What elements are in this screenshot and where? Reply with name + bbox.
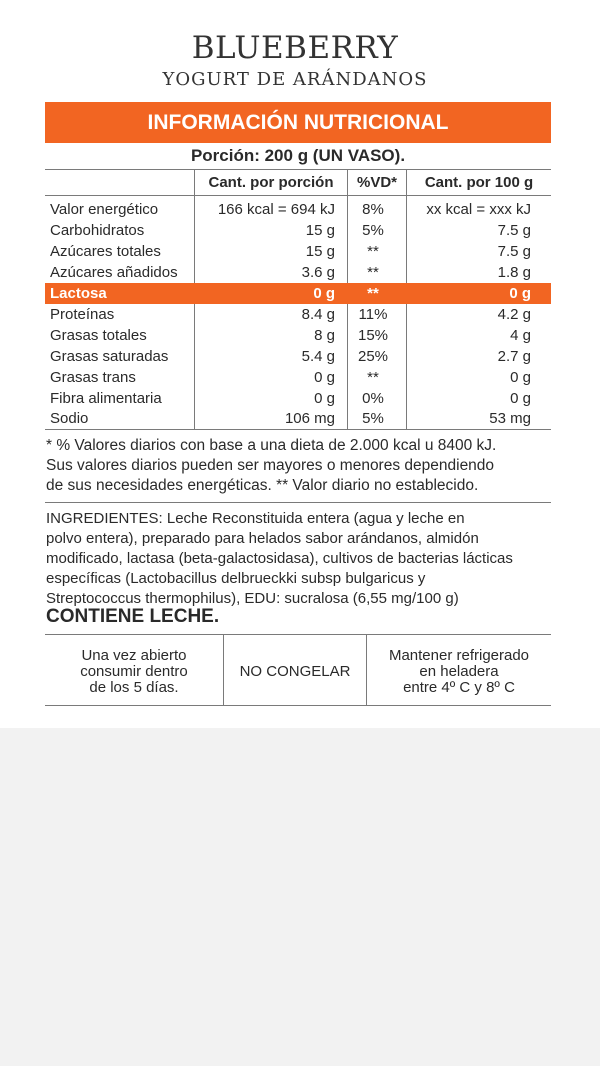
portion-value: 5.4 g xyxy=(301,348,335,365)
nutrient-name: Grasas saturadas xyxy=(50,348,169,365)
table-row xyxy=(45,367,551,388)
vd-value: 5% xyxy=(362,222,384,239)
product-title: BLUEBERRY xyxy=(191,30,399,66)
storage-refrigerate-line: en heladera xyxy=(419,663,499,680)
table-row xyxy=(45,220,551,241)
table-row xyxy=(45,262,551,283)
ingredients xyxy=(46,509,556,609)
per100-value: xx kcal = xxx kJ xyxy=(426,201,531,218)
portion-value: 0 g xyxy=(313,285,335,302)
table-row xyxy=(45,325,551,346)
table-row xyxy=(45,304,551,325)
per100-value: 53 mg xyxy=(489,410,531,427)
nutrient-name: Azúcares totales xyxy=(50,243,161,260)
vd-value: 0% xyxy=(362,390,384,407)
per100-value: 4 g xyxy=(510,327,531,344)
table-row xyxy=(45,241,551,262)
ingredients-line: polvo entera), preparado para helados sabor arándanos, almidón xyxy=(46,530,479,547)
footnote-line: Sus valores diarios pueden ser mayores o menores dependiendo xyxy=(46,457,495,474)
nutrient-name: Lactosa xyxy=(50,285,107,302)
nutrient-name: Valor energético xyxy=(50,201,159,218)
portion-value: 15 g xyxy=(305,222,335,239)
table-row xyxy=(45,388,551,409)
per100-value: 7.5 g xyxy=(497,222,531,239)
vd-value: 8% xyxy=(362,201,384,218)
header-per100: Cant. por 100 g xyxy=(424,174,534,191)
storage-opened-line: de los 5 días. xyxy=(89,679,179,696)
vd-value: ** xyxy=(367,369,379,386)
per100-value: 0 g xyxy=(510,369,531,386)
table-top-rule xyxy=(45,169,551,170)
storage-refrigerate xyxy=(367,644,551,700)
nutrient-name: Proteínas xyxy=(50,306,115,323)
vd-value: 25% xyxy=(357,348,389,365)
footnote-line: de sus necesidades energéticas. ** Valor diario no establecido. xyxy=(46,477,479,494)
nutrient-name: Grasas trans xyxy=(50,369,136,386)
per100-value: 0 g xyxy=(510,390,531,407)
table-row-highlighted xyxy=(45,283,551,304)
nutrient-name: Fibra alimentaria xyxy=(50,390,162,407)
portion-value: 8 g xyxy=(314,327,335,344)
vd-value: ** xyxy=(367,264,379,281)
section-rule xyxy=(45,502,551,503)
ingredients-line: INGREDIENTES: Leche Reconstituida entera (agua y leche en xyxy=(46,510,465,527)
portion-value: 3.6 g xyxy=(301,264,335,281)
vd-value: 11% xyxy=(358,306,388,323)
ingredients-line: específicas (Lactobacillus delbrueckki subsp bulgaricus y xyxy=(46,570,426,587)
ingredients-line: Streptococcus thermophilus), EDU: sucralosa (6,55 mg/100 g) xyxy=(46,590,459,607)
per100-value: 7.5 g xyxy=(497,243,531,260)
header-vd: %VD* xyxy=(356,174,397,191)
portion-size: Porción: 200 g (UN VASO). xyxy=(190,146,406,165)
table-row xyxy=(45,408,551,429)
portion-value: 0 g xyxy=(314,390,335,407)
nutrient-name: Carbohidratos xyxy=(50,222,145,239)
vd-value: 5% xyxy=(362,410,384,427)
nutrient-name: Grasas totales xyxy=(50,327,147,344)
footnote-line: * % Valores diarios con base a una dieta de 2.000 kcal u 8400 kJ. xyxy=(46,437,497,454)
storage-bottom-rule xyxy=(45,705,551,706)
per100-value: 4.2 g xyxy=(497,306,531,323)
per100-value: 0 g xyxy=(509,285,531,302)
header-portion: Cant. por porción xyxy=(208,174,334,191)
ingredients-line: modificado, lactasa (beta-galactosidasa), cultivos de bacterias lácticas xyxy=(46,550,513,567)
storage-opened-line: consumir dentro xyxy=(80,663,188,680)
portion-value: 106 mg xyxy=(284,410,335,427)
vd-value: 15% xyxy=(357,327,389,344)
nutrient-name: Azúcares añadidos xyxy=(50,264,178,281)
portion-value: 15 g xyxy=(305,243,335,260)
storage-opened xyxy=(50,644,218,700)
storage-top-rule xyxy=(45,634,551,635)
per100-value: 2.7 g xyxy=(497,348,531,365)
storage-freeze: NO CONGELAR xyxy=(239,663,351,680)
table-bottom-rule xyxy=(45,429,551,430)
portion-value: 8.4 g xyxy=(301,306,335,323)
nutrition-banner: INFORMACIÓN NUTRICIONAL xyxy=(45,102,551,143)
vd-value: ** xyxy=(367,285,379,302)
portion-value: 0 g xyxy=(314,369,335,386)
storage-refrigerate-line: Mantener refrigerado xyxy=(388,647,530,664)
product-subtitle: YOGURT DE ARÁNDANOS xyxy=(162,69,428,90)
allergen-warning: CONTIENE LECHE. xyxy=(46,606,220,627)
table-row xyxy=(45,199,551,220)
per100-value: 1.8 g xyxy=(497,264,531,281)
portion-value: 166 kcal = 694 kJ xyxy=(217,201,335,218)
nutrient-name: Sodio xyxy=(50,410,89,427)
storage-opened-line: Una vez abierto xyxy=(81,647,187,664)
header-rule xyxy=(45,195,551,196)
storage-refrigerate-line: entre 4º C y 8º C xyxy=(403,679,515,696)
table-row xyxy=(45,346,551,367)
vd-value: ** xyxy=(367,243,379,260)
